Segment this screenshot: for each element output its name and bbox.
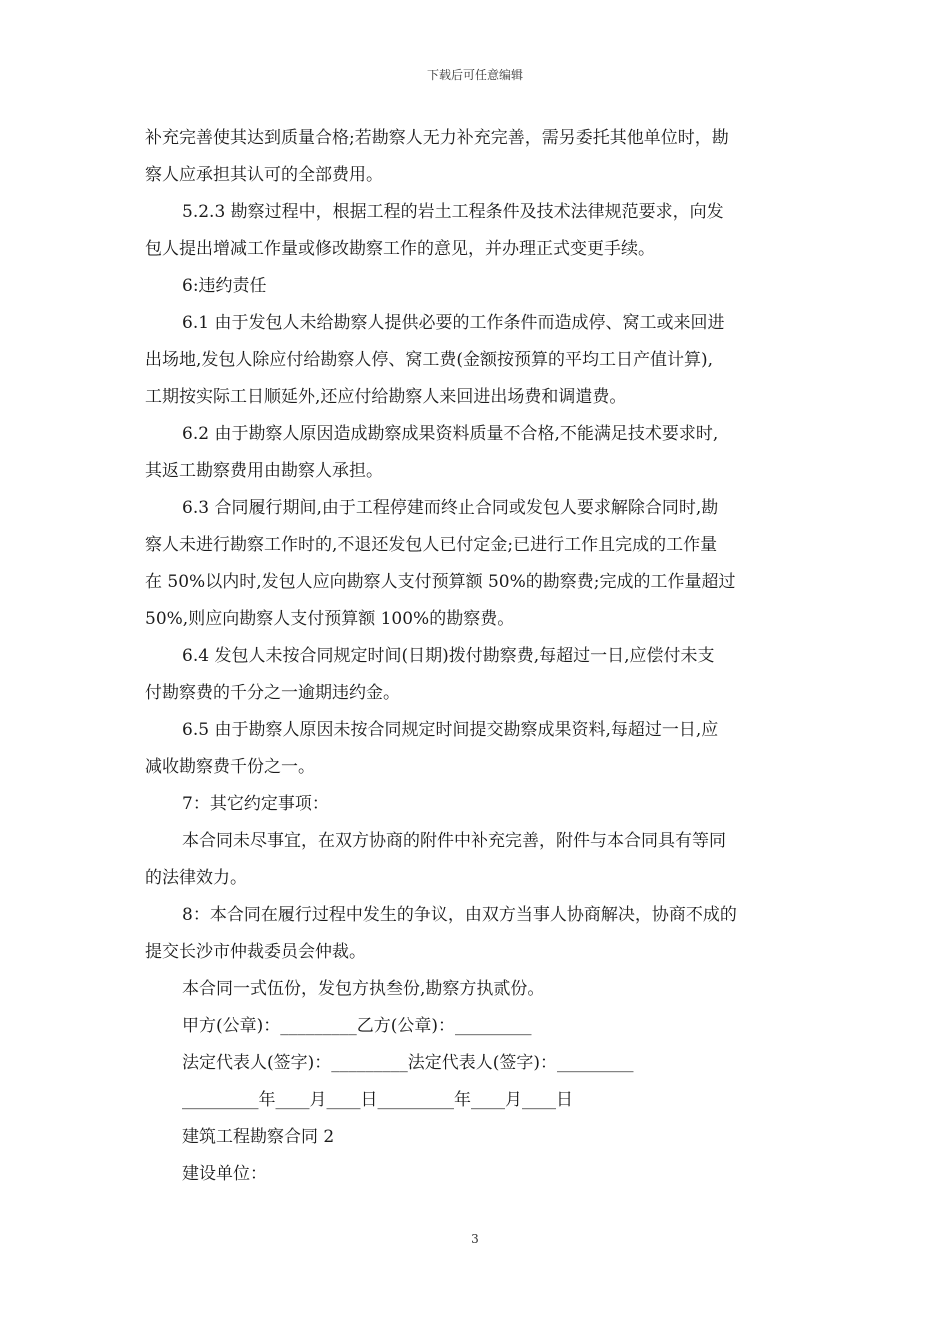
text-line: _________年____月____日_________年____月____日 [182,1090,573,1110]
text-line: 出场地,发包人除应付给勘察人停、窝工费(金额按预算的平均工日产值计算), [145,350,714,370]
text-line: 8：本合同在履行过程中发生的争议，由双方当事人协商解决，协商不成的 [182,905,737,925]
text-line: 付勘察费的千分之一逾期违约金。 [145,683,400,703]
text-line: 本合同一式伍份，发包方执叁份,勘察方执贰份。 [182,979,545,999]
text-line: 6.2 由于勘察人原因造成勘察成果资料质量不合格,不能满足技术要求时, [182,424,719,444]
text-line: 的法律效力。 [145,868,247,888]
text-line: 减收勘察费千份之一。 [145,757,315,777]
text-line: 6.3 合同履行期间,由于工程停建而终止合同或发包人要求解除合同时,勘 [182,498,719,518]
page-number: 3 [471,1232,479,1246]
text-line: 本合同未尽事宜，在双方协商的附件中补充完善，附件与本合同具有等同 [182,831,726,851]
text-line: 6.1 由于发包人未给勘察人提供必要的工作条件而造成停、窝工或来回进 [182,313,725,333]
page-header-note: 下载后可任意编辑 [426,68,523,82]
text-line: 6.4 发包人未按合同规定时间(日期)拨付勘察费,每超过一日,应偿付未支 [182,646,715,666]
text-line: 补充完善使其达到质量合格;若勘察人无力补充完善，需另委托其他单位时，勘 [145,128,729,148]
text-line: 在 50%以内时,发包人应向勘察人支付预算额 50%的勘察费;完成的工作量超过 [145,572,736,592]
text-line: 察人未进行勘察工作时的,不退还发包人已付定金;已进行工作且完成的工作量 [145,535,718,555]
text-line: 建设单位： [182,1164,267,1184]
text-line: 5.2.3 勘察过程中，根据工程的岩土工程条件及技术法律规范要求，向发 [182,202,724,222]
text-line: 其返工勘察费用由勘察人承担。 [145,461,383,481]
text-line: 6:违约责任 [182,276,267,296]
text-line: 甲方(公章)：_________乙方(公章)：_________ [182,1016,532,1036]
text-line: 建筑工程勘察合同 2 [182,1127,335,1147]
text-line: 提交长沙市仲裁委员会仲裁。 [145,942,366,962]
text-line: 工期按实际工日顺延外,还应付给勘察人来回进出场费和调遣费。 [145,387,627,407]
text-line: 6.5 由于勘察人原因未按合同规定时间提交勘察成果资料,每超过一日,应 [182,720,719,740]
text-line: 包人提出增减工作量或修改勘察工作的意见，并办理正式变更手续。 [145,239,655,259]
text-line: 7：其它约定事项： [182,794,329,814]
text-line: 50%,则应向勘察人支付预算额 100%的勘察费。 [145,609,515,629]
document-body [145,120,807,1193]
text-line: 察人应承担其认可的全部费用。 [145,165,383,185]
text-line: 法定代表人(签字)：_________法定代表人(签字)：_________ [182,1053,634,1073]
